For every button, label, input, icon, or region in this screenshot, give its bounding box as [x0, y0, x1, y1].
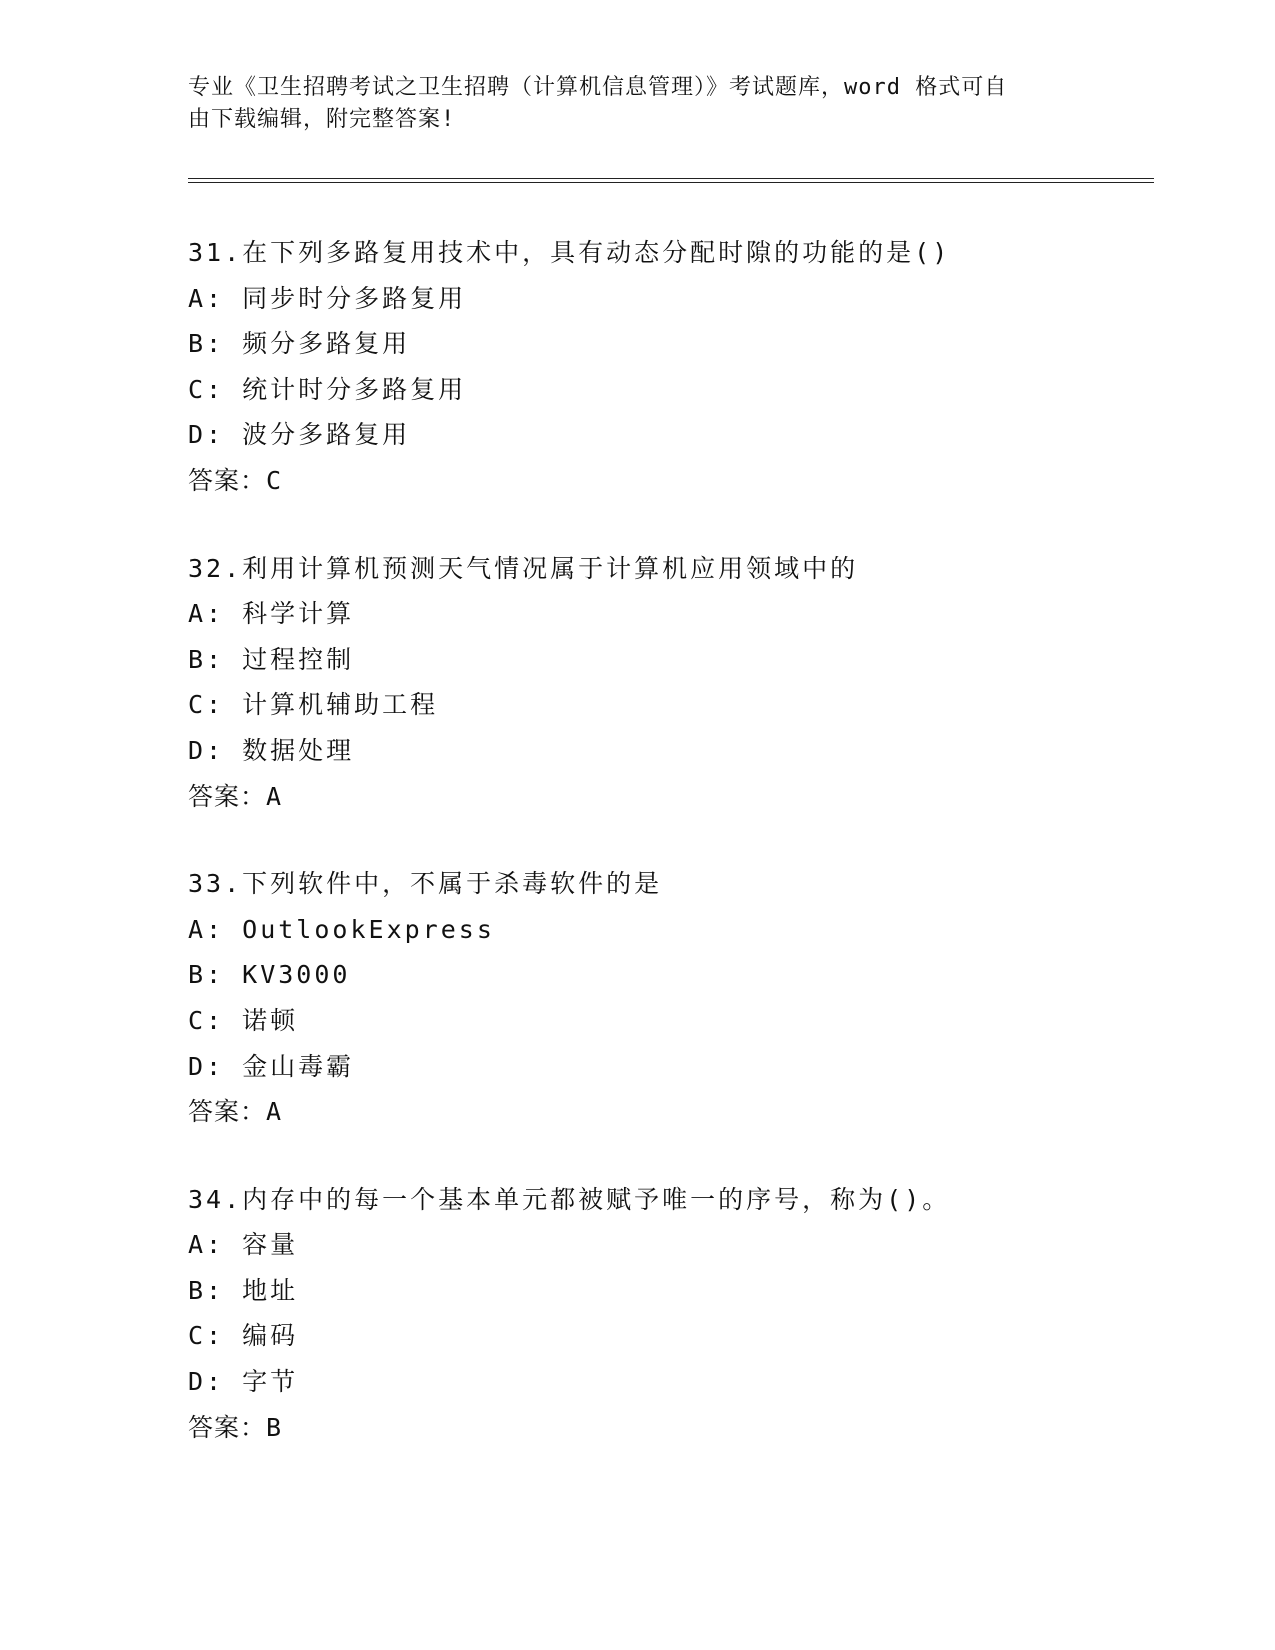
option-d: D: 字节 [188, 1367, 299, 1397]
option-d: D: 金山毒霸 [188, 1051, 355, 1081]
document-header [188, 72, 1068, 136]
question-34 [188, 1177, 1154, 1451]
answer: 答案：A [188, 1097, 283, 1127]
option-c: C: 编码 [188, 1321, 299, 1351]
question-31 [188, 230, 1154, 504]
question-32 [188, 546, 1154, 820]
option-c: C: 计算机辅助工程 [188, 690, 439, 720]
answer: 答案：C [188, 465, 283, 495]
header-divider [188, 178, 1154, 183]
option-b: B: KV3000 [188, 960, 351, 990]
option-b: B: 地址 [188, 1275, 299, 1305]
option-a: A: 同步时分多路复用 [188, 283, 467, 313]
question-stem: 31.在下列多路复用技术中，具有动态分配时隙的功能的是() [188, 238, 951, 267]
option-c: C: 统计时分多路复用 [188, 374, 467, 404]
question-list [188, 230, 1154, 1492]
option-d: D: 波分多路复用 [188, 420, 411, 450]
answer: 答案：A [188, 781, 283, 811]
option-c: C: 诺顿 [188, 1005, 299, 1035]
header-line-1: 专业《卫生招聘考试之卫生招聘（计算机信息管理）》考试题库，word 格式可自 [188, 75, 1008, 100]
option-b: B: 过程控制 [188, 644, 355, 674]
question-stem: 33.下列软件中，不属于杀毒软件的是 [188, 869, 663, 899]
question-33 [188, 861, 1154, 1135]
question-stem: 32.利用计算机预测天气情况属于计算机应用领域中的 [188, 553, 859, 583]
option-a: A: 容量 [188, 1230, 299, 1260]
option-d: D: 数据处理 [188, 735, 355, 765]
answer: 答案：B [188, 1412, 283, 1442]
option-a: A: 科学计算 [188, 599, 355, 629]
question-stem: 34.内存中的每一个基本单元都被赋予唯一的序号，称为()。 [188, 1184, 951, 1214]
header-line-2: 由下载编辑，附完整答案! [188, 107, 456, 132]
option-b: B: 频分多路复用 [188, 329, 411, 359]
option-a: A: OutlookExpress [188, 914, 495, 944]
